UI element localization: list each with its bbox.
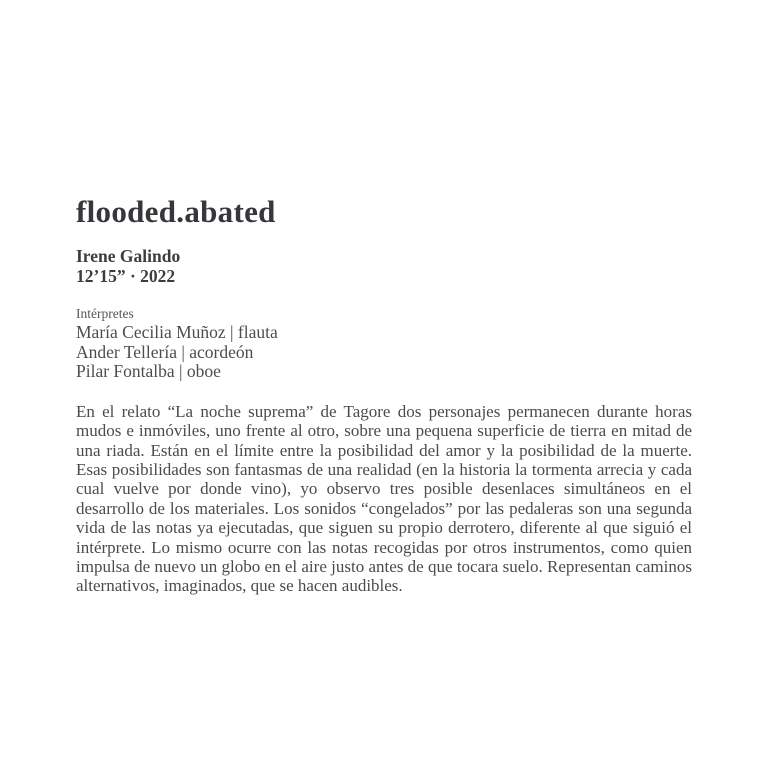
composer-name: Irene Galindo xyxy=(76,246,181,266)
program-note-text: En el relato “La noche suprema” de Tagore dos personajes permanecen durante horas mudos e inmóviles, uno frente al otro, sobre una pequena superficie de tierra en mitad de una riada. Están en el límite entre la posibilidad del amor y la posibilidad de la muerte. Esas posibilidades son fantasmas de una realidad (en la historia la tormenta arrecia y cada cual vuelve por donde vino), yo observo tres posible desenlaces simultáneos en el desarrollo de los materiales. Los sonidos “congelados” por las pedaleras son una segunda vida de las notas ya ejecutadas, que siguen su propio derrotero, diferente al que siguió el intérprete. Lo mismo ocurre con las notas recogidas por otros instrumentos, como quien impulsa de nuevo un globo en el aire justo antes de que tocara suelo. Representan caminos alternativos, imaginados, que se hacen audibles. xyxy=(76,401,692,596)
byline xyxy=(76,246,692,286)
duration-and-year: 12’15” · 2022 xyxy=(76,266,176,286)
performer-accordion: Ander Tellería | acordeón xyxy=(76,341,254,362)
performers-label: Intérpretes xyxy=(76,306,134,321)
performer-oboe: Pilar Fontalba | oboe xyxy=(76,361,221,382)
performer-flute: María Cecilia Muñoz | flauta xyxy=(76,322,278,342)
content-block xyxy=(76,194,692,596)
performers-section xyxy=(76,306,692,382)
work-title: flooded.abated xyxy=(76,194,276,229)
